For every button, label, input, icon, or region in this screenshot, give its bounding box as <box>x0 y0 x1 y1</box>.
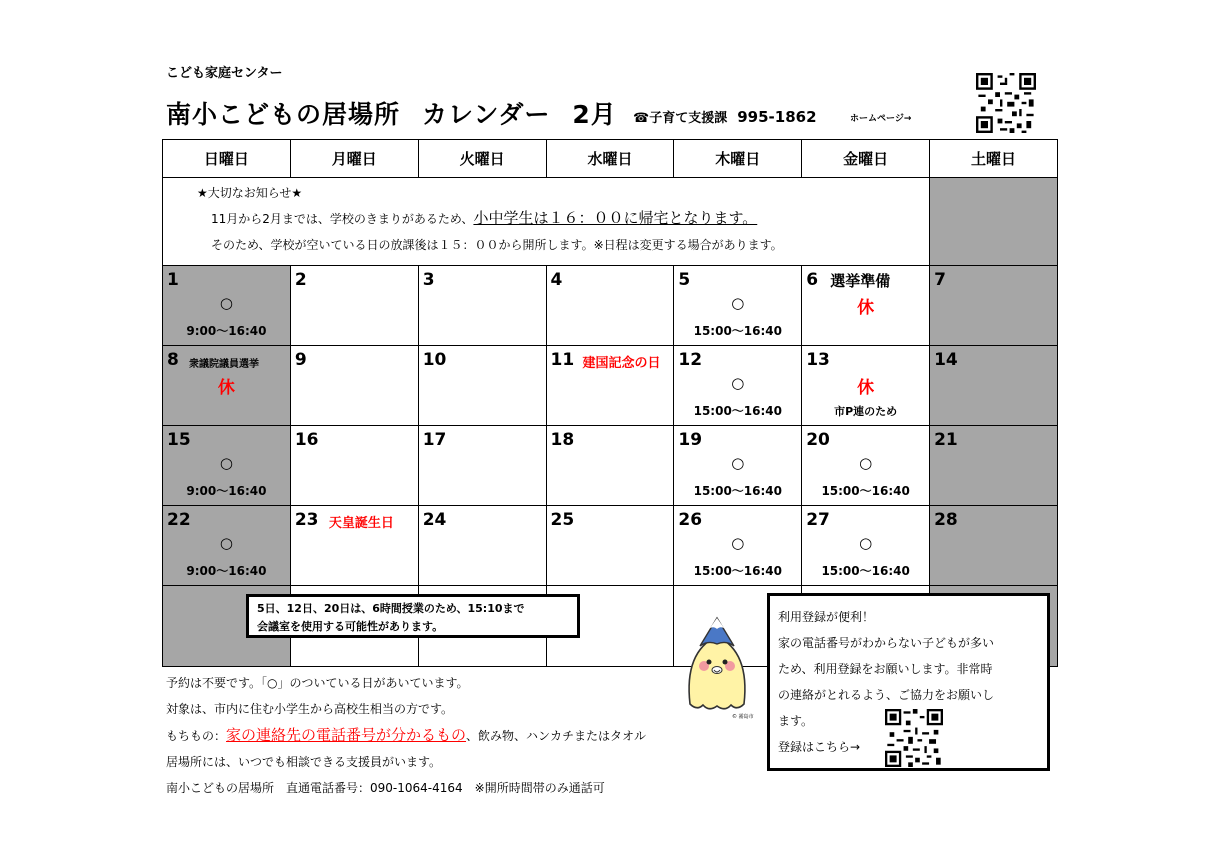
day-cell-16 <box>290 426 418 506</box>
open-hours: 9:00～16:40 <box>186 484 267 498</box>
day-number: 24 <box>422 510 447 530</box>
holiday-label: 天皇誕生日 <box>328 516 394 531</box>
weekday-wed: 水曜日 <box>546 140 674 178</box>
day-number: 8 <box>167 350 179 370</box>
day-number: 14 <box>934 350 958 370</box>
open-mark: ○ <box>859 534 873 552</box>
day-number: 25 <box>550 510 575 530</box>
day-cell-24 <box>418 506 546 586</box>
registration-box <box>767 593 1050 771</box>
day-number: 23 <box>294 510 319 530</box>
day-number: 26 <box>678 510 703 530</box>
day-number: 10 <box>422 350 447 370</box>
title-sub: カレンダー <box>422 100 551 129</box>
day-cell-1 <box>163 266 291 346</box>
mascot-caption: © 霧島市 <box>732 714 754 720</box>
open-mark: ○ <box>859 454 873 472</box>
day-cell-2 <box>290 266 418 346</box>
event-label: 選挙準備 <box>830 272 891 290</box>
day-cell-13 <box>802 346 930 426</box>
open-hours: 15:00～16:40 <box>693 324 782 338</box>
day-cell-17 <box>418 426 546 506</box>
weekday-sun: 日曜日 <box>163 140 291 178</box>
weekday-sat: 土曜日 <box>930 140 1058 178</box>
week-row-2 <box>163 346 1058 426</box>
calendar-table <box>162 139 1058 667</box>
closed-mark: 休 <box>857 378 875 398</box>
day-number: 5 <box>678 270 691 290</box>
open-mark: ○ <box>731 294 745 312</box>
day-cell-22 <box>163 506 291 586</box>
week-row-4 <box>163 506 1058 586</box>
day-number: 27 <box>806 510 830 530</box>
open-hours: 15:00～16:40 <box>821 484 910 498</box>
day-cell-6 <box>802 266 930 346</box>
day-cell-5 <box>674 266 802 346</box>
title-month: 2月 <box>572 100 617 129</box>
day-number: 18 <box>550 430 575 450</box>
registration-title: 利用登録が便利！ <box>778 610 875 624</box>
open-hours: 15:00～16:40 <box>693 404 782 418</box>
day-cell-14 <box>930 346 1058 426</box>
weekday-mon: 月曜日 <box>290 140 418 178</box>
mascot-character-icon <box>676 612 758 720</box>
day-cell-26 <box>674 506 802 586</box>
weekday-tue: 火曜日 <box>418 140 546 178</box>
day-number: 28 <box>934 510 958 530</box>
day-number: 12 <box>678 350 703 370</box>
info-section <box>166 670 646 801</box>
day-number: 16 <box>294 430 319 450</box>
week-row-1 <box>163 266 1058 346</box>
day-number: 4 <box>550 270 563 290</box>
day-number: 9 <box>294 350 307 370</box>
day-cell-10 <box>418 346 546 426</box>
homepage-link[interactable]: ホームページ→ <box>850 114 912 124</box>
day-number: 21 <box>934 430 958 450</box>
open-mark: ○ <box>219 454 233 472</box>
day-number: 17 <box>422 430 447 450</box>
notice-emphasis: 小中学生は１６：００に帰宅となります。 <box>473 209 758 227</box>
closed-mark: 休 <box>217 378 235 398</box>
day-cell-19 <box>674 426 802 506</box>
info-support: 居場所には、いつでも相談できる支援員がいます。 <box>166 755 442 769</box>
info-reservation: 予約は不要です。「○」のついている日があいています。 <box>166 676 469 690</box>
open-hours: 15:00～16:40 <box>821 564 910 578</box>
info-phone: 南小こどもの居場所 直通電話番号：090-1064-4164 ※開所時間帯のみ通話可 <box>166 781 605 795</box>
day-cell-21 <box>930 426 1058 506</box>
day-cell-23 <box>290 506 418 586</box>
registration-link[interactable]: 登録はこちら→ <box>778 740 861 754</box>
notice-line-1: 11月から2月までは、学校のきまりがあるため、小中学生は１６：００に帰宅となります。 <box>211 209 758 227</box>
day-number: 15 <box>167 430 191 450</box>
phone-icon: ☎ <box>633 111 650 126</box>
registration-line-3: ため、利用登録をお願いします。非常時 <box>778 662 993 676</box>
day-cell-11 <box>546 346 674 426</box>
open-mark: ○ <box>219 294 233 312</box>
notice-row-saturday <box>930 178 1058 266</box>
page-title <box>166 95 617 131</box>
day-number: 11 <box>550 350 575 370</box>
open-mark: ○ <box>731 454 745 472</box>
closed-mark: 休 <box>857 298 875 318</box>
day-number: 22 <box>167 510 191 530</box>
open-hours: 9:00～16:40 <box>186 324 267 338</box>
open-mark: ○ <box>731 534 745 552</box>
day-number: 20 <box>806 430 830 450</box>
department-phone: 995-1862 <box>737 108 817 126</box>
open-mark: ○ <box>731 374 745 392</box>
open-hours: 9:00～16:40 <box>186 564 267 578</box>
event-label: 衆議院議員選挙 <box>189 359 259 370</box>
open-mark: ○ <box>219 534 233 552</box>
day-number: 6 <box>806 270 819 290</box>
info-belongings: もちもの：家の連絡先の電話番号が分かるもの、飲み物、ハンカチまたはタオル <box>166 726 647 744</box>
open-hours: 15:00～16:40 <box>693 484 782 498</box>
notice-row <box>163 178 1058 266</box>
day-cell-9 <box>290 346 418 426</box>
open-hours: 15:00～16:40 <box>693 564 782 578</box>
department-name: 子育て支援課 <box>649 111 728 126</box>
day-cell-28 <box>930 506 1058 586</box>
info-target: 対象は、市内に住む小学生から高校生相当の方です。 <box>166 702 454 716</box>
weekday-fri: 金曜日 <box>802 140 930 178</box>
registration-line-2: 家の電話番号がわからない子どもが多い <box>778 636 995 650</box>
week-row-3 <box>163 426 1058 506</box>
day-cell-12 <box>674 346 802 426</box>
closure-reason: 市P連のため <box>834 405 898 418</box>
day-number: 13 <box>806 350 830 370</box>
day-cell-18 <box>546 426 674 506</box>
day-cell-15 <box>163 426 291 506</box>
holiday-label: 建国記念の日 <box>582 356 661 371</box>
classroom-notice-box <box>246 594 580 638</box>
day-cell-20 <box>802 426 930 506</box>
day-cell-8 <box>163 346 291 426</box>
weekday-thu: 木曜日 <box>674 140 802 178</box>
day-number: 19 <box>678 430 703 450</box>
notice-heading: ★大切なお知らせ★ <box>197 186 303 200</box>
belongings-emphasis: 家の連絡先の電話番号が分かるもの <box>226 726 467 744</box>
important-notice <box>163 178 930 266</box>
day-cell-25 <box>546 506 674 586</box>
registration-line-5: ます。 <box>778 714 814 728</box>
classroom-notice-line-1: 5日、12日、20日は、6時間授業のため、15:10まで <box>257 602 525 615</box>
day-number: 3 <box>422 270 435 290</box>
weekday-header-row <box>163 140 1058 178</box>
day-number: 1 <box>167 270 179 290</box>
registration-qr-code-icon[interactable] <box>885 709 943 767</box>
day-cell-4 <box>546 266 674 346</box>
day-number: 2 <box>294 270 307 290</box>
registration-line-4: の連絡がとれるよう、ご協力をお願いし <box>778 688 995 702</box>
day-cell-27 <box>802 506 930 586</box>
day-cell-7 <box>930 266 1058 346</box>
notice-line-2: そのため、学校が空いている日の放課後は１５：００から開所します。※日程は変更する場合があります。 <box>211 238 783 252</box>
day-number: 7 <box>934 270 946 290</box>
homepage-qr-code-icon[interactable] <box>976 73 1036 133</box>
day-cell-3 <box>418 266 546 346</box>
classroom-notice-line-2: 会議室を使用する可能性があります。 <box>257 620 444 633</box>
organization-label: こども家庭センター <box>166 66 283 81</box>
department-contact <box>633 107 817 126</box>
title-main: 南小こどもの居場所 <box>166 100 401 129</box>
